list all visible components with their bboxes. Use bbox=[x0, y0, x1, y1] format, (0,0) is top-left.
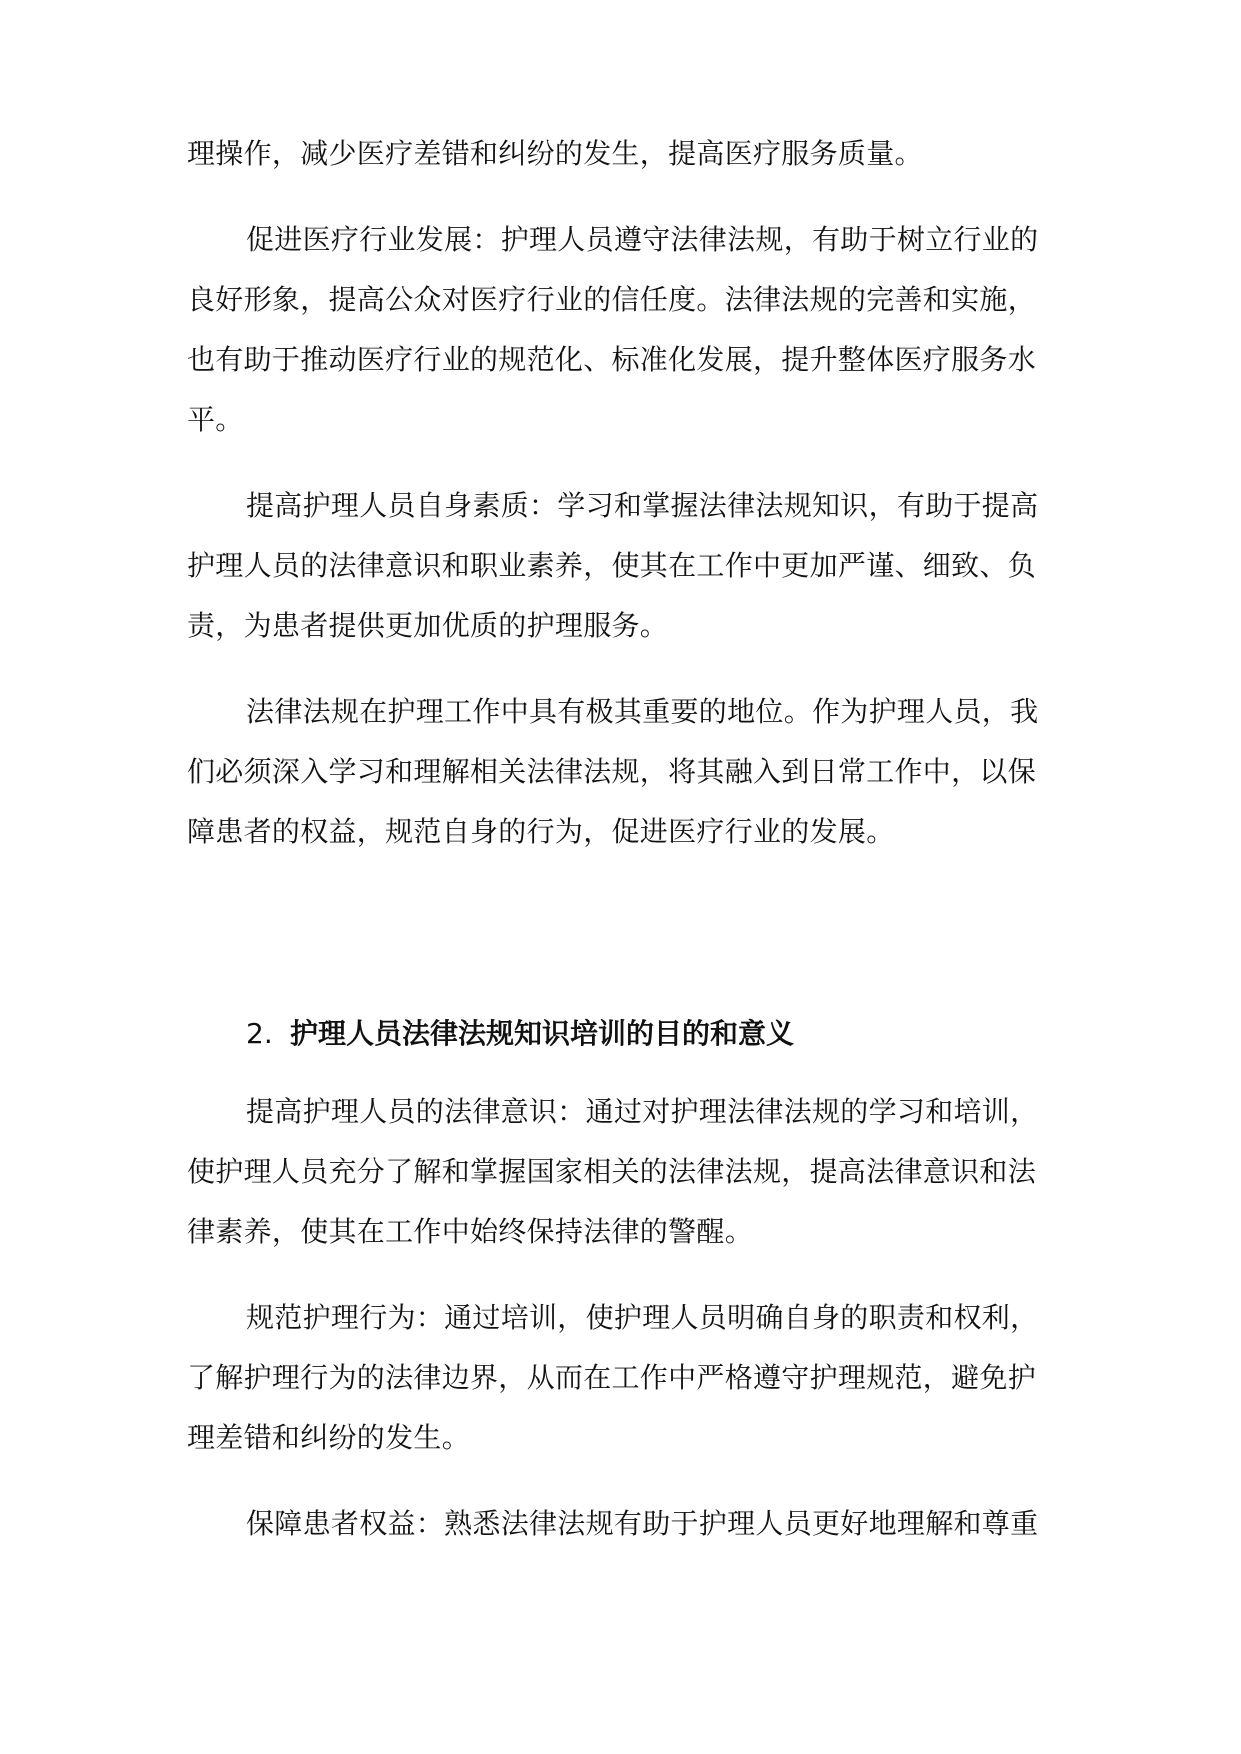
paragraph-line: 提高护理人员的法律意识：通过对护理法律法规的学习和培训， bbox=[246, 1095, 1039, 1128]
section-heading bbox=[246, 1014, 794, 1054]
paragraph-line: 们必须深入学习和理解相关法律法规，将其融入到日常工作中，以保 bbox=[187, 755, 1037, 788]
section-title: 护理人员法律法规知识培训的目的和意义 bbox=[290, 1017, 795, 1050]
paragraph-line: 障患者的权益，规范自身的行为，促进医疗行业的发展。 bbox=[187, 815, 895, 848]
paragraph-line: 了解护理行为的法律边界，从而在工作中严格遵守护理规范，避免护 bbox=[187, 1361, 1037, 1394]
paragraph-line: 理操作，减少医疗差错和纠纷的发生，提高医疗服务质量。 bbox=[187, 137, 923, 170]
paragraph-line: 责，为患者提供更加优质的护理服务。 bbox=[187, 609, 669, 642]
paragraph-line: 平。 bbox=[187, 403, 244, 436]
paragraph-line: 也有助于推动医疗行业的规范化、标准化发展，提升整体医疗服务水 bbox=[187, 343, 1037, 376]
paragraph-line: 规范护理行为：通过培训，使护理人员明确自身的职责和权利， bbox=[246, 1301, 1039, 1334]
paragraph-line: 提高护理人员自身素质：学习和掌握法律法规知识，有助于提高 bbox=[246, 489, 1039, 522]
paragraph-line: 良好形象，提高公众对医疗行业的信任度。法律法规的完善和实施， bbox=[187, 283, 1037, 316]
paragraph-line: 律素养，使其在工作中始终保持法律的警醒。 bbox=[187, 1215, 754, 1248]
paragraph-line: 保障患者权益：熟悉法律法规有助于护理人员更好地理解和尊重 bbox=[246, 1507, 1039, 1540]
paragraph-line: 使护理人员充分了解和掌握国家相关的法律法规，提高法律意识和法 bbox=[187, 1155, 1037, 1188]
paragraph-line: 法律法规在护理工作中具有极其重要的地位。作为护理人员，我 bbox=[246, 695, 1039, 728]
paragraph-line: 理差错和纠纷的发生。 bbox=[187, 1421, 471, 1454]
paragraph-line: 促进医疗行业发展：护理人员遵守法律法规，有助于树立行业的 bbox=[246, 223, 1039, 256]
paragraph-line: 护理人员的法律意识和职业素养，使其在工作中更加严谨、细致、负 bbox=[187, 549, 1037, 582]
section-number: 2. bbox=[246, 1017, 273, 1050]
